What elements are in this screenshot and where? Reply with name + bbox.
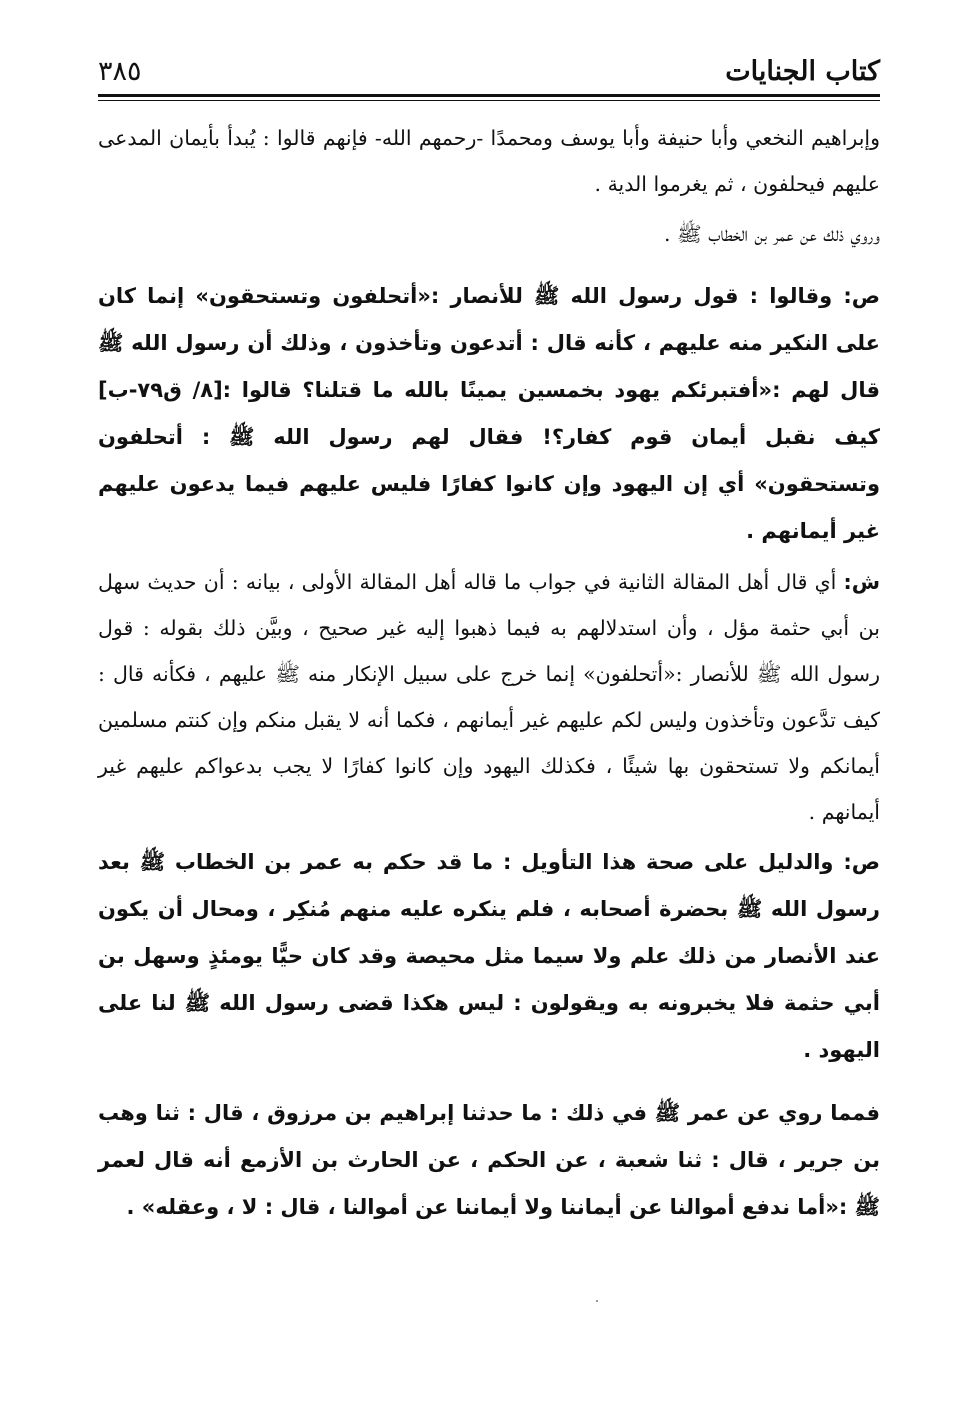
page-number: ٣٨٥ (98, 56, 142, 87)
paragraph-hadith (98, 1090, 880, 1231)
paragraph-text: والدليل على صحة هذا التأويل : ما قد حكم به عمر بن الخطاب ﷺ بعد رسول الله ﷺ بحضرة أصحابه ، فلم ينكره عليه منهم مُنكِر ، ومحال أن يكون عند الأنصار من ذلك علم ولا سيما مثل محيصة وقد كان حيًّا يومئذٍ وسهل بن أبي حثمة فلا يخبرونه به ويقولون : ليس هكذا قضى رسول الله ﷺ لنا على اليهود . (98, 850, 880, 1062)
shin-marker: ش: (843, 570, 880, 594)
paragraph-shin-1 (98, 559, 880, 835)
paragraph-text: أي قال أهل المقالة الثانية في جواب ما قاله أهل المقالة الأولى ، بيانه : أن حديث سهل بن أبي حثمة مؤل ، وأن استدلالهم به فيما ذهبوا إليه غير صحيح ، وبيَّن ذلك بقوله : قول رسول الله ﷺ للأنصار :«أتحلفون» إنما خرج على سبيل الإنكار منه ﷺ عليهم ، فكأنه قال : كيف تدَّعون وتأخذون وليس لكم عليهم غير أيمانهم ، فكما أنه لا يقبل منكم وإن كنتم مسلمين أيمانكم ولا تستحقون بها شيئًا ، فكذلك اليهود وإن كانوا كفارًا لا يجب بدعواكم عليهم غير أيمانهم . (98, 570, 880, 824)
header-rule (98, 94, 880, 101)
page-header (98, 52, 880, 92)
paragraph-text: وروي ذلك عن عمر بن الخطاب ﷺ . (663, 222, 880, 246)
book-page (98, 52, 880, 1231)
paragraph-sad-1 (98, 273, 880, 555)
paragraph-continuation (98, 115, 880, 207)
paragraph-text: فمما روي عن عمر ﷺ في ذلك : ما حدثنا إبراهيم بن مرزوق ، قال : ثنا وهب بن جرير ، قال : ثنا شعبة ، عن الحكم ، عن الحارث بن الأزمع أنه قال لعمر ﷺ :«أما ندفع أموالنا عن أيماننا ولا أيماننا عن أموالنا ، قال : لا ، وعقله» . (98, 1101, 880, 1219)
paragraph-text: وقالوا : قول رسول الله ﷺ للأنصار :«أتحلفون وتستحقون» إنما كان على النكير منه عليهم ، كأنه قال : أتدعون وتأخذون ، وذلك أن رسول الله ﷺ قال لهم :«أفتبرئكم يهود بخمسين يمينًا بالله ما قتلنا؟ قالوا :[٨/ ق٧٩-ب] كيف نقبل أيمان قوم كفار؟! فقال لهم رسول الله ﷺ : أتحلفون وتستحقون» أي إن اليهود وإن كانوا كفارًا فليس عليهم فيما يدعون عليهم غير أيمانهم . (98, 284, 880, 543)
paragraph-text: وإبراهيم النخعي وأبا حنيفة وأبا يوسف ومحمدًا -رحمهم الله- فإنهم قالوا : يُبدأ بأيمان المدعى عليهم فيحلفون ، ثم يغرموا الدية . (98, 126, 880, 196)
page-body (98, 115, 880, 1231)
paragraph-narration (98, 211, 880, 257)
sad-marker: ص: (843, 850, 880, 874)
paragraph-sad-2 (98, 839, 880, 1074)
scan-speck (596, 1300, 598, 1302)
sad-marker: ص: (843, 284, 880, 308)
chapter-title: كتاب الجنايات (725, 56, 880, 87)
